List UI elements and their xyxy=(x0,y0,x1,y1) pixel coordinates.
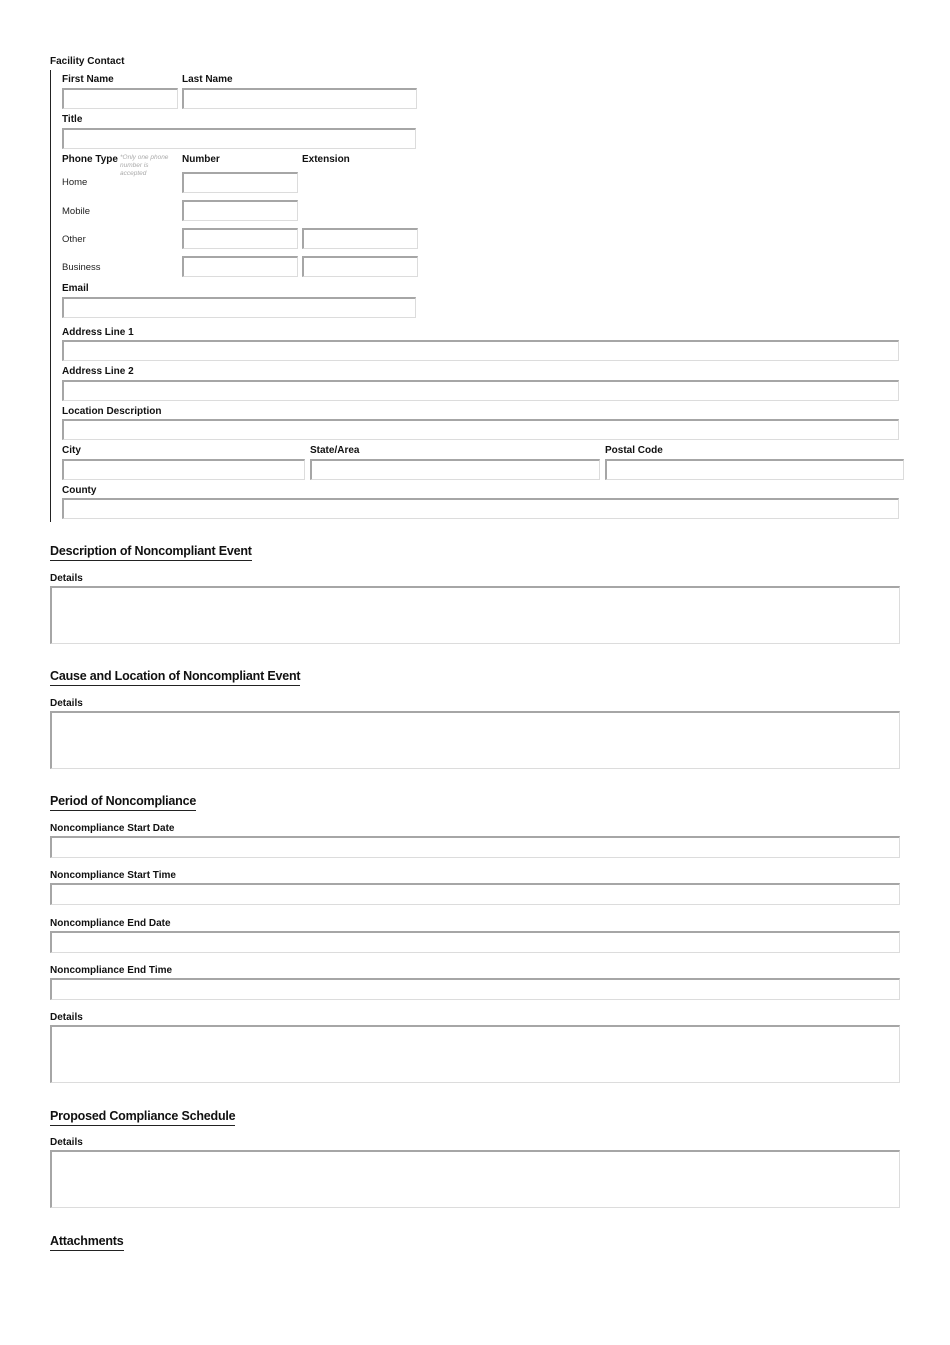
last-name-label: Last Name xyxy=(182,74,233,85)
email-input[interactable] xyxy=(62,297,416,318)
last-name-input[interactable] xyxy=(182,88,417,109)
phone-type-business: Business xyxy=(62,262,101,273)
description-details-label: Details xyxy=(50,573,83,584)
address-line-1-label: Address Line 1 xyxy=(62,327,134,338)
cause-details-textarea[interactable] xyxy=(50,711,900,769)
title-input[interactable] xyxy=(62,128,416,149)
description-details-textarea[interactable] xyxy=(50,586,900,644)
cause-section-title: Cause and Location of Noncompliant Event xyxy=(50,669,300,686)
city-input[interactable] xyxy=(62,459,305,480)
phone-note: *Only one phone number is accepted xyxy=(120,154,169,177)
extension-label: Extension xyxy=(302,154,350,165)
other-extension-input[interactable] xyxy=(302,228,418,249)
address-line-2-input[interactable] xyxy=(62,380,899,401)
home-number-input[interactable] xyxy=(182,172,298,193)
phone-type-home: Home xyxy=(62,177,88,188)
end-date-label: Noncompliance End Date xyxy=(50,918,171,929)
section-divider xyxy=(50,70,51,522)
business-extension-input[interactable] xyxy=(302,256,418,277)
end-time-input[interactable] xyxy=(50,978,900,1000)
schedule-details-label: Details xyxy=(50,1137,83,1148)
start-time-label: Noncompliance Start Time xyxy=(50,870,176,881)
phone-type-other: Other xyxy=(62,234,86,245)
start-date-input[interactable] xyxy=(50,836,900,858)
attachments-section-title: Attachments xyxy=(50,1234,124,1251)
location-description-input[interactable] xyxy=(62,419,899,440)
phone-type-label: Phone Type xyxy=(62,154,118,165)
postal-code-label: Postal Code xyxy=(605,445,663,456)
state-area-input[interactable] xyxy=(310,459,600,480)
description-section-title: Description of Noncompliant Event xyxy=(50,544,252,561)
mobile-number-input[interactable] xyxy=(182,200,298,221)
county-label: County xyxy=(62,485,97,496)
county-input[interactable] xyxy=(62,498,899,519)
location-description-label: Location Description xyxy=(62,406,162,417)
business-number-input[interactable] xyxy=(182,256,298,277)
start-time-input[interactable] xyxy=(50,883,900,905)
city-label: City xyxy=(62,445,81,456)
email-label: Email xyxy=(62,283,89,294)
end-date-input[interactable] xyxy=(50,931,900,953)
cause-details-label: Details xyxy=(50,698,83,709)
address-line-2-label: Address Line 2 xyxy=(62,366,134,377)
facility-contact-heading: Facility Contact xyxy=(50,56,125,67)
address-line-1-input[interactable] xyxy=(62,340,899,361)
schedule-section-title: Proposed Compliance Schedule xyxy=(50,1109,235,1126)
end-time-label: Noncompliance End Time xyxy=(50,965,173,976)
other-number-input[interactable] xyxy=(182,228,298,249)
first-name-input[interactable] xyxy=(62,88,178,109)
state-area-label: State/Area xyxy=(310,445,360,456)
period-details-textarea[interactable] xyxy=(50,1025,900,1083)
phone-type-mobile: Mobile xyxy=(62,206,90,217)
title-label: Title xyxy=(62,114,83,125)
period-details-label: Details xyxy=(50,1012,83,1023)
period-section-title: Period of Noncompliance xyxy=(50,794,196,811)
schedule-details-textarea[interactable] xyxy=(50,1150,900,1208)
postal-code-input[interactable] xyxy=(605,459,904,480)
number-label: Number xyxy=(182,154,220,165)
start-date-label: Noncompliance Start Date xyxy=(50,823,175,834)
first-name-label: First Name xyxy=(62,74,114,85)
